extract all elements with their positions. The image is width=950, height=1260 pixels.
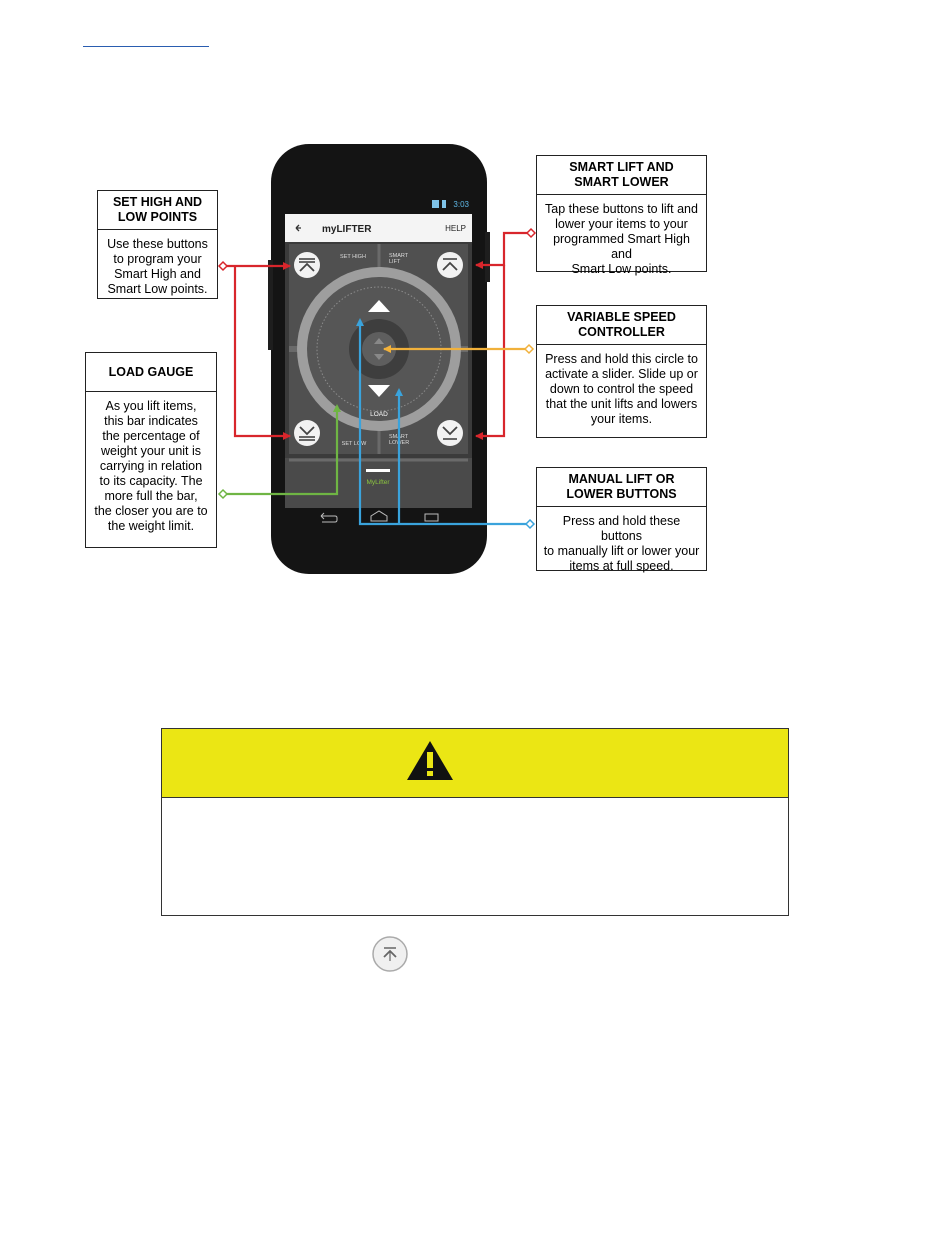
callout-speed	[536, 305, 707, 438]
app-bar	[285, 214, 472, 242]
load-label: LOAD	[370, 411, 388, 418]
callout-load-gauge-body: As you lift items, this bar indicates the percentage of weight your unit is carrying in relation to its capacity. The more full the bar, the closer you are to the weight limit.	[94, 399, 208, 533]
set-low-label: SET LOW	[341, 441, 367, 447]
help-button[interactable]: HELP	[445, 224, 466, 233]
set-low-button[interactable]	[294, 420, 320, 446]
smart-lift-button[interactable]	[437, 252, 463, 278]
status-time: 3:03	[453, 200, 469, 209]
warning-icon	[162, 729, 788, 797]
battery-icon	[442, 200, 446, 208]
callout-smart-lift-title: SMART LIFT AND SMART LOWER	[537, 156, 706, 195]
smart-lower-button[interactable]	[437, 420, 463, 446]
callout-manual-body: Press and hold these buttons to manually lift or lower your items at full speed.	[543, 514, 700, 573]
label-line: LIFT	[389, 259, 401, 265]
callout-smart-lift	[536, 155, 707, 276]
tab-mylifter[interactable]: MyLifter	[366, 479, 390, 486]
callout-smart-lift-body: Tap these buttons to lift and lower your items to your programmed Smart High and Smart Low points.	[545, 202, 698, 276]
callout-manual-title: MANUAL LIFT OR LOWER BUTTONS	[537, 468, 706, 507]
callout-speed-body: Press and hold this circle to activate a slider. Slide up or down to control the speed that the unit lifts and lowers your items.	[545, 352, 698, 426]
label-line: SMART	[389, 253, 409, 259]
callout-manual	[536, 467, 707, 571]
callout-load-gauge-title: LOAD GAUGE	[86, 353, 216, 392]
set-high-inline-icon	[371, 935, 409, 973]
tab-indicator	[366, 469, 390, 472]
app-title: myLIFTER	[322, 224, 372, 235]
callout-set-points	[97, 190, 218, 299]
callout-set-points-body: Use these buttons to program your Smart High and Smart Low points.	[107, 237, 208, 296]
set-high-label: SET HIGH	[340, 254, 366, 260]
label-line: SMART	[389, 434, 409, 440]
warning-header	[162, 729, 788, 798]
callout-set-points-title: SET HIGH AND LOW POINTS	[98, 191, 217, 230]
callout-speed-title: VARIABLE SPEED CONTROLLER	[537, 306, 706, 345]
label-line: LOWER	[389, 440, 410, 446]
callout-load-gauge	[85, 352, 217, 548]
set-high-button[interactable]	[294, 252, 320, 278]
signal-icon	[432, 200, 439, 208]
